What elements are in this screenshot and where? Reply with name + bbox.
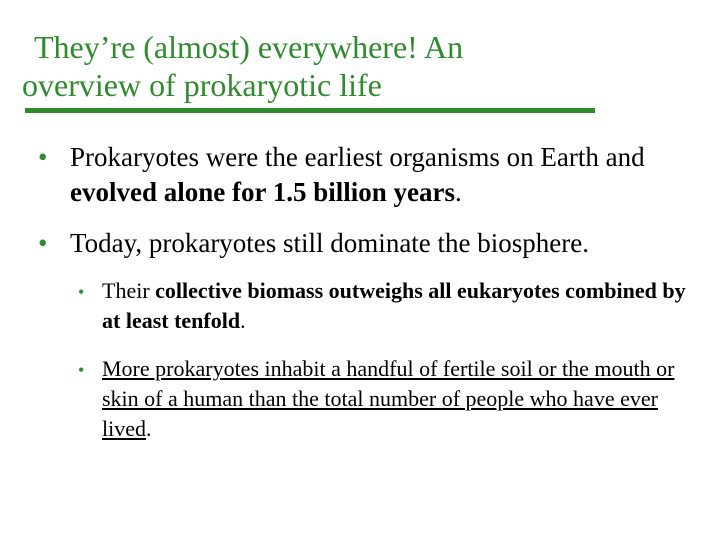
slide-title-line-2: overview of prokaryotic life [22,67,382,103]
bullet-text-part: Their [102,278,156,303]
bullet-text-part: Prokaryotes were the earliest organisms on Earth and [70,142,645,172]
bullet-text [38,140,698,210]
bullet-text [78,354,698,444]
bullet-earliest-organisms [38,140,698,210]
bullet-text-end: . [146,416,152,441]
bullet-marker: • [78,282,85,302]
bullet-marker: • [38,142,48,172]
sub-bullet-biomass [78,276,698,336]
bullet-dominate-biosphere [38,226,698,261]
bullet-text [78,276,698,336]
sub-bullet-soil-comparison [78,354,698,444]
bullet-text-bold: collective biomass outweighs all eukaryotes combined by at least tenfold [102,278,686,333]
slide-title [22,28,662,104]
bullet-text-end: . [455,177,462,207]
bullet-text-underlined: More prokaryotes inhabit a handful of fertile soil or the mouth or skin of a human than the total number of people who have ever lived [102,356,675,441]
bullet-marker: • [38,228,48,258]
bullet-text: Today, prokaryotes still dominate the biosphere. [70,228,589,258]
bullet-text-bold: evolved alone for 1.5 billion years [70,177,455,207]
bullet-marker: • [78,360,85,380]
title-underline-rule [25,108,595,113]
slide-title-line-1: They’re (almost) everywhere! An [34,29,464,65]
bullet-text-end: . [240,308,246,333]
